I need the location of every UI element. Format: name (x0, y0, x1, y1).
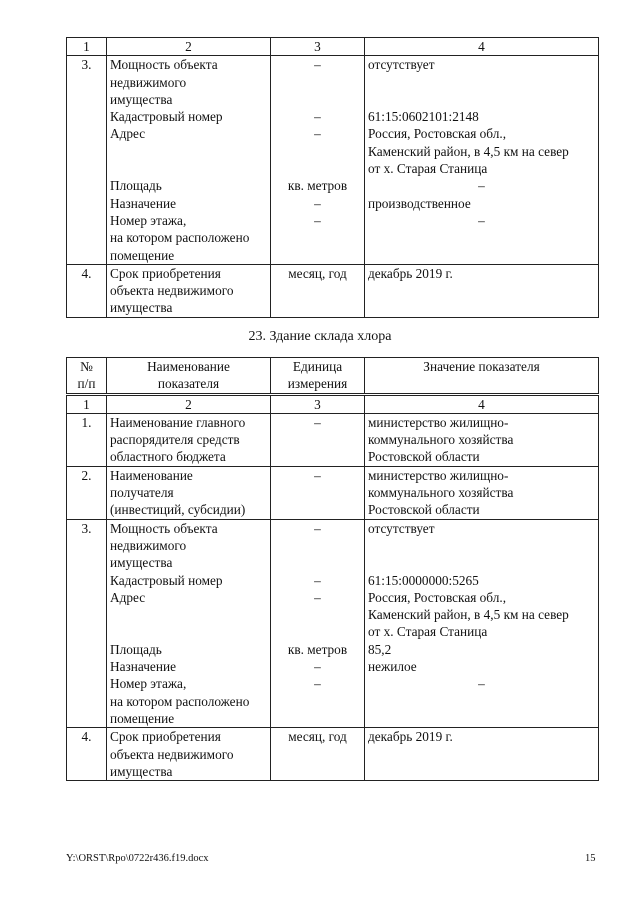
address-line: от х. Старая Станица (368, 161, 488, 177)
column-number: 2 (107, 394, 271, 413)
table-row (67, 56, 599, 265)
value-cell: декабрь 2019 г. (365, 264, 599, 317)
value-line: коммунального хозяйства (368, 485, 514, 501)
unit-value: кв. метров (287, 641, 348, 657)
label-line: (инвестиций, субсидии) (110, 502, 246, 518)
indicator-name (107, 264, 271, 317)
label-line: Срок приобретения (110, 265, 221, 281)
chlorine-warehouse-table (66, 357, 599, 781)
header-line: измерения (287, 376, 348, 392)
floor-label-line: на котором расположено (110, 230, 250, 246)
column-number-row (67, 38, 599, 56)
label-line: объекта недвижимого (110, 746, 234, 762)
unit-value: – (314, 659, 321, 675)
section-title: 23. Здание склада хлора (248, 329, 392, 344)
label-line: Мощность объекта (110, 57, 218, 73)
unit-value: – (314, 676, 321, 692)
unit-cell: месяц, год (271, 264, 365, 317)
label-line: имущества (110, 555, 173, 571)
purpose-value: нежилое (368, 659, 417, 675)
address-label: Адрес (110, 126, 146, 142)
table-row (67, 413, 599, 466)
label-line: недвижимого (110, 537, 187, 553)
footer-file-path: Y:\ORST\Rpo\0722r436.f19.docx (66, 853, 209, 864)
address-line: Каменский район, в 4,5 км на север (368, 143, 569, 159)
header-indicator (107, 358, 271, 395)
header-line: показателя (157, 376, 220, 392)
unit-value: – (314, 212, 321, 228)
value-line: министерство жилищно- (368, 414, 509, 430)
value-text: отсутствует (368, 57, 435, 73)
header-value: Значение показателя (365, 358, 599, 395)
unit-value: – (314, 572, 321, 588)
label-line: распорядителя средств (110, 432, 240, 448)
value-cell (365, 56, 599, 265)
cadastral-number: 61:15:0602101:2148 (368, 109, 479, 125)
label-line: Срок приобретения (110, 729, 221, 745)
address-line: Россия, Ростовская обл., (368, 126, 507, 142)
indicator-name (107, 728, 271, 781)
unit-cell (271, 56, 365, 265)
header-line: № (80, 359, 93, 374)
unit-value: – (314, 57, 321, 73)
indicator-name (107, 519, 271, 728)
property-table-continued (66, 37, 599, 318)
cadastral-label: Кадастровый номер (110, 572, 223, 588)
column-number: 1 (67, 38, 107, 56)
label-line: Наименование (110, 467, 193, 483)
indicator-name (107, 56, 271, 265)
value-line: министерство жилищно- (368, 467, 509, 483)
floor-value: – (478, 676, 485, 692)
table-row (67, 264, 599, 317)
column-number: 2 (107, 38, 271, 56)
label-line: имущества (110, 763, 173, 779)
area-label: Площадь (110, 178, 162, 194)
address-line: от х. Старая Станица (368, 624, 488, 640)
column-number-row (67, 394, 599, 413)
value-text: отсутствует (368, 520, 435, 536)
label-line: получателя (110, 485, 174, 501)
floor-label-line: на котором расположено (110, 693, 250, 709)
label-line: имущества (110, 300, 173, 316)
table-row (67, 728, 599, 781)
unit-cell: – (271, 466, 365, 519)
unit-value: – (314, 126, 321, 142)
table-header-row (67, 358, 599, 395)
floor-label-line: Номер этажа, (110, 676, 187, 692)
row-number: 2. (67, 466, 107, 519)
indicator-name (107, 413, 271, 466)
row-number: 1. (67, 413, 107, 466)
cadastral-label: Кадастровый номер (110, 109, 223, 125)
table-row (67, 466, 599, 519)
floor-label-line: помещение (110, 710, 175, 726)
address-label: Адрес (110, 589, 146, 605)
unit-value: – (314, 589, 321, 605)
label-line: Мощность объекта (110, 520, 218, 536)
area-value: 85,2 (368, 641, 392, 657)
page-number: 15 (585, 853, 596, 864)
floor-label-line: помещение (110, 247, 175, 263)
value-line: Ростовской области (368, 502, 480, 518)
area-label: Площадь (110, 641, 162, 657)
header-number (67, 358, 107, 395)
header-line: Наименование (147, 359, 230, 374)
label-line: объекта недвижимого (110, 283, 234, 299)
value-line: Ростовской области (368, 449, 480, 465)
purpose-label: Назначение (110, 659, 176, 675)
label-line: имущества (110, 91, 173, 107)
unit-value: – (314, 195, 321, 211)
unit-value: – (314, 109, 321, 125)
column-number: 4 (365, 38, 599, 56)
row-number: 3. (67, 519, 107, 728)
unit-cell: месяц, год (271, 728, 365, 781)
value-line: коммунального хозяйства (368, 432, 514, 448)
purpose-value: производственное (368, 195, 471, 211)
header-unit (271, 358, 365, 395)
cadastral-number: 61:15:0000000:5265 (368, 572, 479, 588)
column-number: 4 (365, 394, 599, 413)
header-line: п/п (77, 376, 96, 392)
label-line: Наименование главного (110, 414, 246, 430)
floor-label-line: Номер этажа, (110, 212, 187, 228)
area-value: – (478, 178, 485, 194)
column-number: 3 (271, 38, 365, 56)
row-number: 4. (67, 264, 107, 317)
column-number: 1 (67, 394, 107, 413)
value-cell (365, 519, 599, 728)
row-number: 3. (67, 56, 107, 265)
unit-value: кв. метров (287, 178, 348, 194)
row-number: 4. (67, 728, 107, 781)
unit-value: – (314, 520, 321, 536)
label-line: областного бюджета (110, 449, 226, 465)
unit-cell: – (271, 413, 365, 466)
table-row (67, 519, 599, 728)
value-cell: декабрь 2019 г. (365, 728, 599, 781)
header-line: Единица (292, 359, 343, 374)
indicator-name (107, 466, 271, 519)
unit-cell (271, 519, 365, 728)
floor-value: – (478, 212, 485, 228)
address-line: Россия, Ростовская обл., (368, 589, 507, 605)
column-number: 3 (271, 394, 365, 413)
address-line: Каменский район, в 4,5 км на север (368, 607, 569, 623)
label-line: недвижимого (110, 74, 187, 90)
purpose-label: Назначение (110, 195, 176, 211)
value-cell (365, 413, 599, 466)
value-cell (365, 466, 599, 519)
